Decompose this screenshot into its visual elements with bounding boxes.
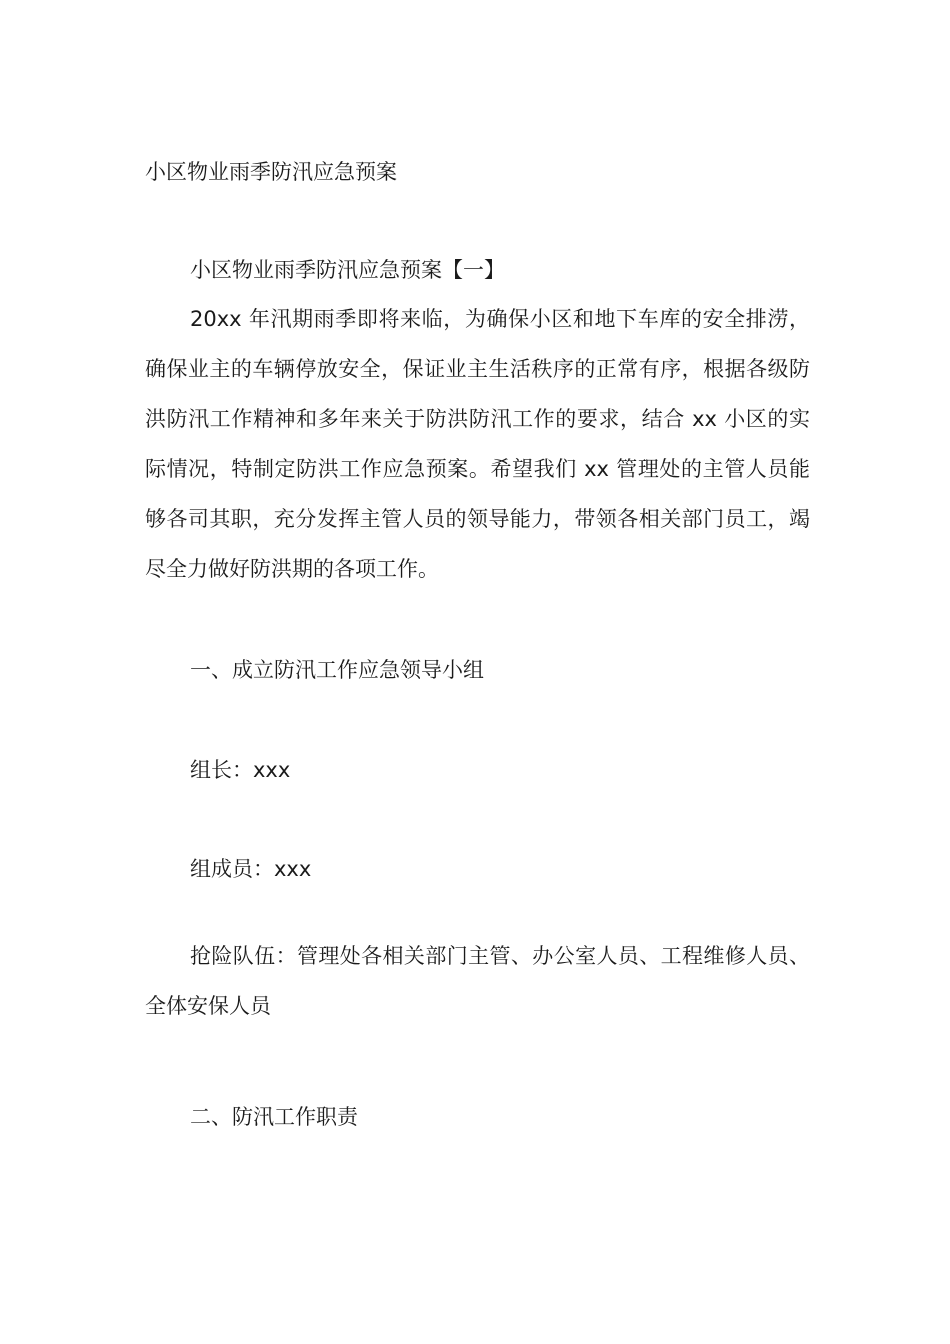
group-leader: 组长：xxx (190, 758, 291, 782)
section-title: 小区物业雨季防汛应急预案【一】 (190, 258, 505, 282)
heading-leadership-group: 一、成立防汛工作应急领导小组 (190, 658, 484, 682)
heading-duties: 二、防汛工作职责 (190, 1105, 358, 1129)
intro-paragraph: 20xx 年汛期雨季即将来临，为确保小区和地下车库的安全排涝，确保业主的车辆停放安全，保证业主生活秩序的正常有序，根据各级防洪防汛工作精神和多年来关于防洪防汛工作的要求，结合 xx 小区的实际情况，特制定防洪工作应急预案。希望我们 xx 管理处的主管人员能够各司其职，充分发挥主管人员的领导能力，带领各相关部门员工，竭尽全力做好防洪期的各项工作。 (145, 307, 810, 581)
document-title: 小区物业雨季防汛应急预案 (145, 160, 397, 184)
rescue-team-paragraph: 抢险队伍：管理处各相关部门主管、办公室人员、工程维修人员、全体安保人员 (145, 944, 810, 1018)
group-members: 组成员：xxx (190, 857, 312, 881)
